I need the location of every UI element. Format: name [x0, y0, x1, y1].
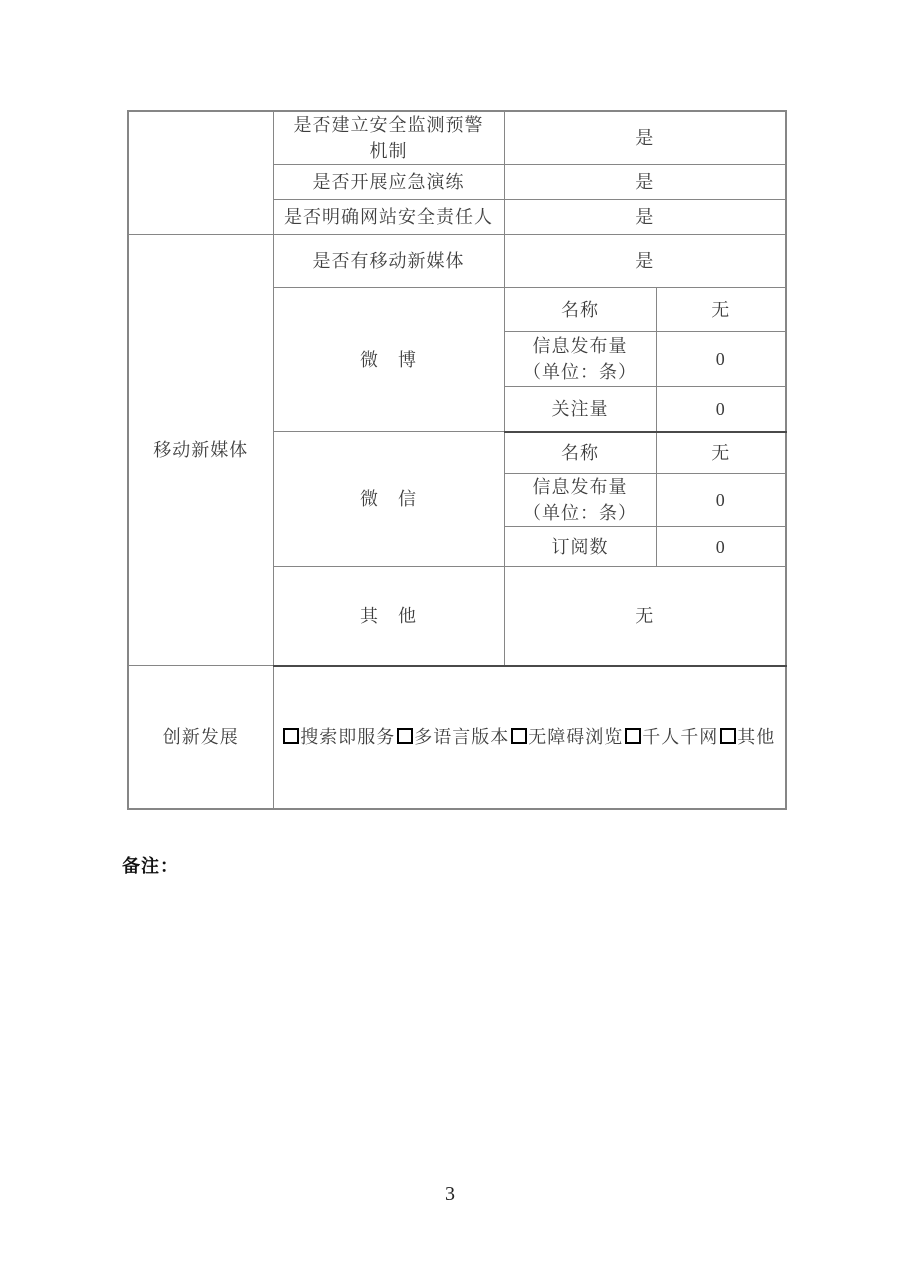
innovation-options-cell [273, 666, 786, 809]
metric-label-line: 信息发布量 [532, 336, 628, 356]
checkbox-icon[interactable] [720, 728, 736, 744]
wechat-posts-label [504, 474, 656, 527]
option-label: 其他 [737, 727, 776, 747]
section-label-empty-cell [128, 111, 273, 235]
answer-security-monitor: 是 [504, 111, 786, 165]
option-label: 千人千网 [642, 727, 719, 747]
weibo-posts-label [504, 332, 656, 387]
weibo-name-value: 无 [656, 288, 786, 332]
innovation-option-search [283, 727, 395, 747]
metric-label-line: 信息发布量 [532, 477, 628, 497]
answer-security-officer: 是 [504, 200, 786, 235]
innovation-option-personalized [623, 727, 718, 747]
metric-label-line: （单位：条） [523, 503, 637, 523]
option-label: 多语言版本 [414, 727, 510, 747]
wechat-posts-value: 0 [656, 474, 786, 527]
weibo-followers-value: 0 [656, 387, 786, 432]
platform-label-weibo: 微 博 [273, 288, 504, 432]
innovation-option-multilang [395, 727, 509, 747]
checkbox-icon[interactable] [397, 728, 413, 744]
wechat-subscribers-label: 订阅数 [504, 527, 656, 567]
metric-label-line: （单位：条） [523, 362, 637, 382]
weibo-name-label: 名称 [504, 288, 656, 332]
checkbox-icon[interactable] [625, 728, 641, 744]
innovation-option-other [718, 727, 775, 747]
question-security-officer-cell: 是否明确网站安全责任人 [273, 200, 504, 235]
section-label-mobile-media: 移动新媒体 [128, 235, 273, 666]
option-label: 搜索即服务 [300, 727, 396, 747]
page-number: 3 [445, 1183, 455, 1205]
notes-label: 备注： [122, 856, 179, 876]
checkbox-icon[interactable] [283, 728, 299, 744]
section-label-innovation: 创新发展 [128, 666, 273, 809]
wechat-name-value: 无 [656, 432, 786, 474]
annual-report-table [127, 110, 787, 810]
other-platform-value: 无 [504, 567, 786, 666]
weibo-posts-value: 0 [656, 332, 786, 387]
question-line: 是否建立安全监测预警 [293, 115, 484, 135]
innovation-option-accessibility [509, 727, 623, 747]
platform-label-other: 其 他 [273, 567, 504, 666]
weibo-followers-label: 关注量 [504, 387, 656, 432]
platform-label-wechat: 微 信 [273, 432, 504, 567]
option-label: 无障碍浏览 [528, 727, 624, 747]
question-emergency-drill-cell: 是否开展应急演练 [273, 165, 504, 200]
answer-emergency-drill: 是 [504, 165, 786, 200]
checkbox-icon[interactable] [511, 728, 527, 744]
wechat-name-label: 名称 [504, 432, 656, 474]
question-has-mobile-media-cell: 是否有移动新媒体 [273, 235, 504, 288]
question-line: 机制 [369, 141, 408, 161]
question-security-monitor-cell [273, 111, 504, 165]
wechat-subscribers-value: 0 [656, 527, 786, 567]
answer-has-mobile-media: 是 [504, 235, 786, 288]
